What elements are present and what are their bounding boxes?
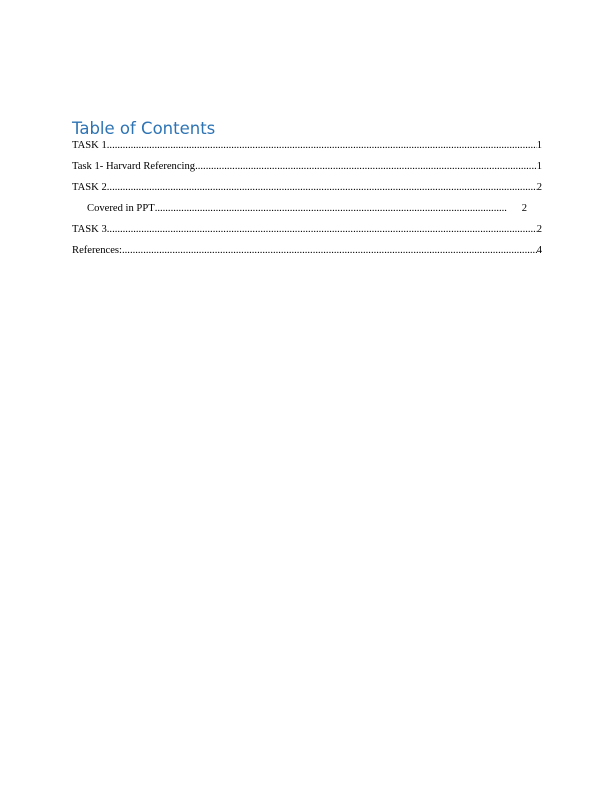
- toc-dot-leader: [155, 202, 507, 216]
- toc-dot-leader: [107, 139, 537, 153]
- toc-entry-task-3[interactable]: [72, 223, 542, 244]
- toc-entry-page-number: 4: [536, 245, 542, 256]
- toc-list: [72, 139, 542, 265]
- toc-entry-references[interactable]: [72, 244, 542, 265]
- toc-entry-task-2[interactable]: [72, 181, 542, 202]
- toc-entry-page-number: 2: [521, 203, 527, 214]
- toc-entry-label: References:: [72, 245, 122, 256]
- toc-dot-leader: [107, 223, 537, 237]
- toc-entry-label: TASK 2: [72, 182, 107, 193]
- toc-entry-page-number: 2: [536, 224, 542, 235]
- toc-entry-label: Covered in PPT: [87, 203, 155, 214]
- toc-dot-leader: [195, 160, 537, 174]
- toc-entry-label: TASK 1: [72, 140, 107, 151]
- toc-dot-leader: [107, 181, 537, 195]
- toc-entry-page-number: 1: [536, 161, 542, 172]
- toc-entry-task-1[interactable]: [72, 139, 542, 160]
- toc-entry-page-number: 2: [536, 182, 542, 193]
- toc-dot-leader: [122, 244, 537, 258]
- toc-entry-label: TASK 3: [72, 224, 107, 235]
- toc-entry-label: Task 1- Harvard Referencing: [72, 161, 196, 172]
- toc-entry-harvard-referencing[interactable]: [72, 160, 542, 181]
- toc-entry-page-number: 1: [536, 140, 542, 151]
- toc-entry-covered-in-ppt[interactable]: [72, 202, 527, 223]
- toc-title: Table of Contents: [72, 119, 216, 138]
